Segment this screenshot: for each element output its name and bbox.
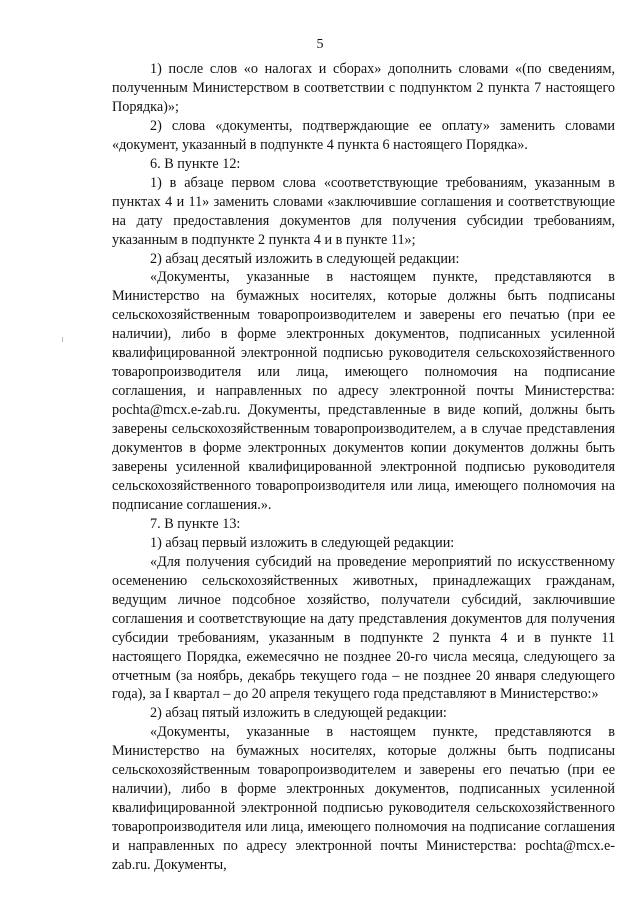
document-body [112,60,615,875]
quoted-paragraph-2: «Для получения субсидий на проведение мероприятий по искусственному осеменению сельскохозяйственных животных, принадлежащих гражданам, ведущим личное подсобное хозяйство, получатели субсидий, заключившие соглашения и соответствующие на дату представления документов для получения субсидии требованиям, указанным в подпункте 2 пункта 4 и в пункте 11 настоящего Порядка, ежемесячно не позднее 20-го числа месяца, следующего за отчетным (за ноябрь, декабрь текущего года – не позднее 20 января следующего года), за I квартал – до 20 апреля текущего года представляют в Министерство:» [112,553,615,703]
paragraph-5: 1) абзац первый изложить в следующей редакции: [150,534,455,551]
quoted-paragraph-1: «Документы, указанные в настоящем пункте, представляются в Министерство на бумажных носителях, которые должны быть подписаны сельскохозяйственным товаропроизводителем и заверены его печатью (при ее наличии), либо в форме электронных документов, подписанных усиленной квалифицированной электронной подписью руководителя сельскохозяйственного товаропроизводителя или лица, имеющего полномочия на подписание соглашения, и направленных по адресу электронной почты Министерства: pochta@mcx.e-zab.ru. Документы, представленные в виде копий, должны быть заверены сельскохозяйственным товаропроизводителем, а в случае представления документов в форме электронных документов копии документов должны быть заверены усиленной квалифицированной электронной подписью руководителя сельскохозяйственного товаропроизводителя или лица, имеющего полномочия на подписание соглашения.». [112,269,615,513]
paragraph-3: 1) в абзаце первом слова «соответствующие требованиям, указанным в пунктах 4 и 11» заменить словами «заключившие соглашения и соответствующие на дату предоставления документов для получения субсидии требованиям, указанным в подпункте 2 пункта 4 и в пункте 11»; [112,174,615,248]
paragraph-6: 2) абзац пятый изложить в следующей редакции: [150,705,447,722]
paragraph-4: 2) абзац десятый изложить в следующей редакции: [150,250,460,267]
quoted-paragraph-3: «Документы, указанные в настоящем пункте, представляются в Министерство на бумажных носителях, которые должны быть подписаны сельскохозяйственным товаропроизводителем и заверены его печатью (при ее наличии), либо в форме электронных документов, подписанных усиленной квалифицированной электронной подписью руководителя сельскохозяйственного товаропроизводителя или лица, имеющего полномочия на подписание соглашения и направленных по адресу электронной почты Министерства: pochta@mcx.e-zab.ru. Документы, [112,724,615,874]
section-heading-6: 6. В пункте 12: [150,155,241,172]
page-number: 5 [316,37,324,52]
paragraph-1: 1) после слов «о налогах и сборах» дополнить словами «(по сведениям, полученным Министерством в соответствии с подпунктом 2 пункта 7 настоящего Порядка)»; [112,61,615,115]
scan-mark [62,337,63,342]
paragraph-2: 2) слова «документы, подтверждающие ее оплату» заменить словами «документ, указанный в подпункте 4 пункта 6 настоящего Порядка». [112,117,615,153]
section-heading-7: 7. В пункте 13: [150,515,241,532]
